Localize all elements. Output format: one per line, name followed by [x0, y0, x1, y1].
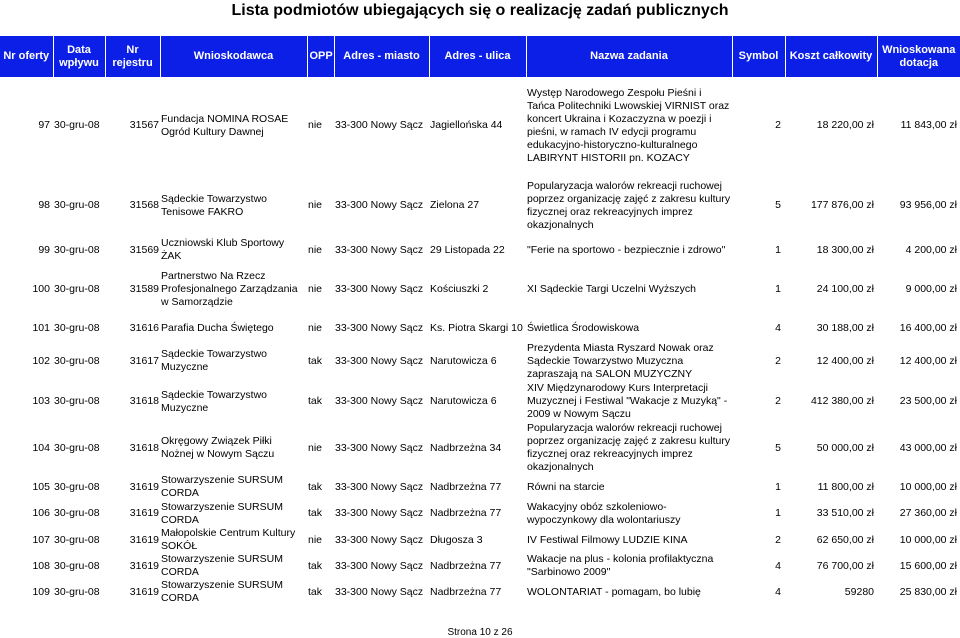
cell-nr-rejestru: 31619	[129, 585, 159, 598]
cell-nr-rejestru: 31619	[129, 533, 159, 546]
cell-adres-miasto: 33-300 Nowy Sącz	[335, 243, 424, 256]
cell-symbol: 4	[775, 559, 781, 572]
cell-adres-miasto: 33-300 Nowy Sącz	[335, 585, 424, 598]
cell-adres-miasto: 33-300 Nowy Sącz	[335, 322, 424, 334]
cell-adres-ulica: Narutowicza 6	[430, 395, 497, 407]
cell-opp: nie	[308, 322, 323, 334]
cell-opp: nie	[308, 243, 323, 256]
cell-opp: tak	[308, 395, 323, 407]
cell-nr-rejestru: 31617	[129, 354, 159, 367]
cell-symbol: 2	[775, 354, 781, 367]
cell-koszt-calkowity: 76 700,00 zł	[816, 559, 874, 572]
table-row	[0, 174, 960, 237]
cell-data-wplywu: 30-gru-08	[54, 354, 100, 367]
cell-data-wplywu: 30-gru-08	[54, 243, 100, 256]
cell-adres-ulica: Jagiellońska 44	[430, 119, 503, 131]
cell-opp: tak	[308, 354, 323, 367]
cell-wnioskodawca: Fundacja NOMINA ROSAE Ogród Kultury Dawnej	[161, 112, 289, 138]
cell-wnioskodawca: Stowarzyszenie SURSUM CORDA	[161, 579, 283, 604]
cell-nazwa-zadania: XI Sądeckie Targi Uczelni Wyższych	[527, 283, 696, 295]
cell-opp: nie	[308, 533, 323, 546]
cell-data-wplywu: 30-gru-08	[54, 507, 100, 519]
cell-nazwa-zadania: Świetlica Środowiskowa	[527, 322, 640, 334]
cell-koszt-calkowity: 33 510,00 zł	[816, 507, 874, 519]
cell-opp: tak	[308, 559, 323, 572]
cell-wnioskowana-dotacja: 15 600,00 zł	[899, 559, 957, 572]
cell-adres-miasto: 33-300 Nowy Sącz	[335, 441, 424, 454]
cell-nr-oferty: 109	[32, 585, 50, 598]
cell-koszt-calkowity: 12 400,00 zł	[816, 354, 874, 367]
cell-nr-oferty: 102	[32, 354, 50, 367]
cell-nazwa-zadania: Popularyzacja walorów rekreacji ruchowej poprzez organizację zajęć z zakresu kultury fizycznej oraz rekreacyjnych imprez okazjonalnych	[527, 179, 731, 231]
cell-nr-rejestru: 31569	[129, 243, 159, 256]
cell-wnioskodawca: Parafia Ducha Świętego	[161, 322, 274, 334]
cell-data-wplywu: 30-gru-08	[54, 480, 100, 493]
cell-data-wplywu: 30-gru-08	[54, 199, 100, 211]
header-opp: OPP	[307, 36, 334, 77]
cell-adres-ulica: Narutowicza 6	[430, 354, 497, 367]
header-nr-rejestru: Nr rejestru	[105, 36, 160, 77]
cell-nazwa-zadania: "Ferie na sportowo - bezpiecznie i zdrowo"	[527, 243, 726, 256]
cell-data-wplywu: 30-gru-08	[54, 559, 100, 572]
cell-wnioskowana-dotacja: 9 000,00 zł	[905, 283, 957, 295]
cell-wnioskodawca: Uczniowski Klub Sportowy ŻAK	[161, 237, 285, 262]
cell-nr-oferty: 99	[38, 243, 50, 256]
cell-data-wplywu: 30-gru-08	[54, 119, 100, 131]
cell-nr-rejestru: 31589	[129, 283, 159, 295]
cell-nr-oferty: 107	[32, 533, 50, 546]
page-title: Lista podmiotów ubiegających się o realizację zadań publicznych	[231, 2, 729, 19]
cell-symbol: 4	[775, 322, 781, 334]
header-adres-ulica: Adres - ulica	[429, 36, 526, 77]
cell-data-wplywu: 30-gru-08	[54, 441, 100, 454]
header-data-wplywu: Data wpływu	[53, 36, 105, 77]
cell-koszt-calkowity: 18 220,00 zł	[816, 119, 874, 131]
cell-koszt-calkowity: 11 800,00 zł	[817, 480, 874, 493]
cell-adres-miasto: 33-300 Nowy Sącz	[335, 354, 424, 367]
cell-wnioskowana-dotacja: 16 400,00 zł	[899, 322, 957, 334]
cell-nr-rejestru: 31619	[129, 480, 159, 493]
cell-symbol: 4	[775, 585, 781, 598]
header-symbol: Symbol	[732, 36, 785, 77]
cell-wnioskodawca: Sądeckie Towarzystwo Muzyczne	[161, 388, 268, 414]
cell-wnioskodawca: Stowarzyszenie SURSUM CORDA	[161, 553, 283, 578]
cell-nazwa-zadania: WOLONTARIAT - pomagam, bo lubię	[527, 585, 701, 598]
cell-data-wplywu: 30-gru-08	[54, 585, 100, 598]
cell-opp: tak	[308, 507, 323, 519]
cell-adres-ulica: Długosza 3	[430, 533, 483, 546]
cell-nazwa-zadania: Prezydenta Miasta Ryszard Nowak oraz Sądeckie Towarzystwo Muzyczna zapraszają na SALON MUZYCZNY	[527, 341, 714, 380]
cell-symbol: 5	[775, 441, 781, 454]
cell-opp: nie	[308, 441, 323, 454]
cell-opp: nie	[308, 283, 323, 295]
table-row	[0, 77, 960, 174]
header-wnioskodawca: Wnioskodawca	[160, 36, 307, 77]
cell-nazwa-zadania: Wakacje na plus - kolonia profilaktyczna "Sarbinowo 2009"	[527, 553, 714, 578]
cell-adres-ulica: Zielona 27	[430, 199, 480, 211]
cell-nr-oferty: 101	[32, 322, 50, 334]
cell-opp: tak	[308, 480, 323, 493]
cell-wnioskowana-dotacja: 12 400,00 zł	[899, 354, 957, 367]
cell-adres-ulica: Kościuszki 2	[430, 283, 489, 295]
cell-symbol: 2	[775, 395, 781, 407]
cell-nr-oferty: 105	[32, 480, 50, 493]
cell-symbol: 1	[775, 243, 781, 256]
cell-nr-oferty: 106	[32, 507, 50, 519]
cell-adres-miasto: 33-300 Nowy Sącz	[335, 199, 424, 211]
cell-nr-rejestru: 31567	[129, 119, 159, 131]
header-koszt-calkowity: Koszt całkowity	[785, 36, 877, 77]
cell-nr-oferty: 108	[32, 559, 50, 572]
cell-wnioskodawca: Stowarzyszenie SURSUM CORDA	[161, 474, 283, 499]
cell-nr-rejestru: 31619	[129, 507, 159, 519]
cell-wnioskowana-dotacja: 10 000,00 zł	[899, 480, 957, 493]
cell-koszt-calkowity: 30 188,00 zł	[816, 322, 874, 334]
cell-koszt-calkowity: 24 100,00 zł	[816, 283, 874, 295]
cell-nr-oferty: 98	[38, 199, 50, 211]
table-row	[0, 579, 960, 605]
cell-wnioskodawca: Sądeckie Towarzystwo Muzyczne	[161, 348, 268, 373]
table-row	[0, 553, 960, 579]
cell-nr-oferty: 104	[32, 441, 50, 454]
header-row	[0, 36, 960, 77]
cell-nr-rejestru: 31616	[129, 322, 159, 334]
cell-wnioskowana-dotacja: 4 200,00 zł	[905, 243, 957, 256]
cell-nazwa-zadania: IV Festiwal Filmowy LUDZIE KINA	[527, 533, 688, 546]
cell-nazwa-zadania: Równi na starcie	[527, 480, 605, 493]
table-row	[0, 341, 960, 381]
header-nr-oferty: Nr oferty	[0, 36, 53, 77]
cell-adres-ulica: Nadbrzeżna 77	[430, 559, 502, 572]
cell-adres-ulica: Nadbrzeżna 77	[430, 585, 502, 598]
cell-adres-ulica: Nadbrzeżna 77	[430, 507, 502, 519]
cell-nr-oferty: 97	[38, 119, 50, 131]
applicants-table	[0, 36, 960, 605]
cell-wnioskodawca: Sądeckie Towarzystwo Tenisowe FAKRO	[161, 192, 268, 218]
cell-nr-rejestru: 31618	[129, 395, 159, 407]
cell-symbol: 1	[775, 283, 781, 295]
table-row	[0, 263, 960, 316]
table-row	[0, 316, 960, 341]
cell-data-wplywu: 30-gru-08	[54, 395, 100, 407]
cell-koszt-calkowity: 412 380,00 zł	[810, 395, 874, 407]
cell-adres-ulica: 29 Listopada 22	[430, 243, 505, 256]
cell-adres-ulica: Ks. Piotra Skargi 10	[430, 322, 523, 334]
cell-symbol: 1	[775, 507, 781, 519]
cell-adres-miasto: 33-300 Nowy Sącz	[335, 533, 424, 546]
cell-wnioskodawca: Stowarzyszenie SURSUM CORDA	[161, 500, 283, 526]
cell-opp: nie	[308, 199, 323, 211]
cell-nr-oferty: 100	[32, 283, 50, 295]
cell-koszt-calkowity: 59280	[844, 585, 874, 598]
cell-nr-rejestru: 31618	[129, 441, 159, 454]
table-row	[0, 422, 960, 474]
cell-adres-miasto: 33-300 Nowy Sącz	[335, 507, 424, 519]
table-row	[0, 237, 960, 263]
cell-symbol: 2	[775, 119, 781, 131]
cell-data-wplywu: 30-gru-08	[54, 322, 100, 334]
table-row	[0, 474, 960, 500]
cell-wnioskowana-dotacja: 43 000,00 zł	[899, 441, 957, 454]
cell-koszt-calkowity: 18 300,00 zł	[816, 243, 874, 256]
cell-wnioskowana-dotacja: 27 360,00 zł	[899, 507, 957, 519]
cell-adres-miasto: 33-300 Nowy Sącz	[335, 119, 424, 131]
cell-adres-miasto: 33-300 Nowy Sącz	[335, 395, 424, 407]
cell-koszt-calkowity: 177 876,00 zł	[810, 199, 874, 211]
cell-data-wplywu: 30-gru-08	[54, 533, 100, 546]
cell-wnioskodawca: Partnerstwo Na Rzecz Profesjonalnego Zarządzania w Samorządzie	[161, 270, 298, 308]
cell-nr-oferty: 103	[32, 395, 50, 407]
cell-wnioskowana-dotacja: 11 843,00 zł	[900, 119, 957, 131]
cell-koszt-calkowity: 62 650,00 zł	[816, 533, 874, 546]
cell-koszt-calkowity: 50 000,00 zł	[816, 441, 874, 454]
cell-symbol: 1	[775, 480, 781, 493]
cell-adres-miasto: 33-300 Nowy Sącz	[335, 559, 424, 572]
header-nazwa-zadania: Nazwa zadania	[526, 36, 732, 77]
cell-adres-ulica: Nadbrzeżna 34	[430, 441, 502, 454]
cell-wnioskowana-dotacja: 10 000,00 zł	[899, 533, 957, 546]
cell-nazwa-zadania: Występ Narodowego Zespołu Pieśni i Tańca Politechniki Lwowskiej VIRNIST oraz koncert Ukraina i Kozaczyzna w poezji i pieśni, w ramach IV edycji programu edukacyjno-historyczno-kulturalnego LABIRYNT HISTORII pn. KOZACY	[527, 86, 730, 164]
header-adres-miasto: Adres - miasto	[334, 36, 429, 77]
cell-data-wplywu: 30-gru-08	[54, 283, 100, 295]
cell-wnioskowana-dotacja: 25 830,00 zł	[899, 585, 957, 598]
header-wnioskowana-dotacja: Wnioskowana dotacja	[877, 36, 960, 77]
cell-nazwa-zadania: Wakacyjny obóz szkoleniowo-wypoczynkowy dla wolontariuszy	[527, 500, 681, 526]
table-row	[0, 527, 960, 553]
cell-wnioskowana-dotacja: 93 956,00 zł	[899, 199, 957, 211]
cell-symbol: 2	[775, 533, 781, 546]
cell-nr-rejestru: 31568	[129, 199, 159, 211]
page-footer: Strona 10 z 26	[447, 627, 513, 638]
cell-wnioskodawca: Małopolskie Centrum Kultury SOKÓŁ	[161, 527, 296, 552]
cell-symbol: 5	[775, 199, 781, 211]
cell-wnioskodawca: Okręgowy Związek Piłki Nożnej w Nowym Sączu	[161, 435, 275, 460]
cell-nr-rejestru: 31619	[129, 559, 159, 572]
cell-nazwa-zadania: Popularyzacja walorów rekreacji ruchowej poprzez organizację zajęć z zakresu kultury fizycznej oraz rekreacyjnych imprez okazjonalnych	[527, 422, 731, 473]
cell-adres-miasto: 33-300 Nowy Sącz	[335, 283, 424, 295]
table-row	[0, 381, 960, 422]
cell-opp: tak	[308, 585, 323, 598]
cell-adres-miasto: 33-300 Nowy Sącz	[335, 480, 424, 493]
cell-adres-ulica: Nadbrzeżna 77	[430, 480, 502, 493]
cell-opp: nie	[308, 119, 323, 131]
table-row	[0, 500, 960, 527]
cell-nazwa-zadania: XIV Międzynarodowy Kurs Interpretacji Muzycznej i Festiwal "Wakacje z Muzyką" - 2009 w Nowym Sączu	[527, 382, 728, 420]
cell-wnioskowana-dotacja: 23 500,00 zł	[899, 395, 957, 407]
